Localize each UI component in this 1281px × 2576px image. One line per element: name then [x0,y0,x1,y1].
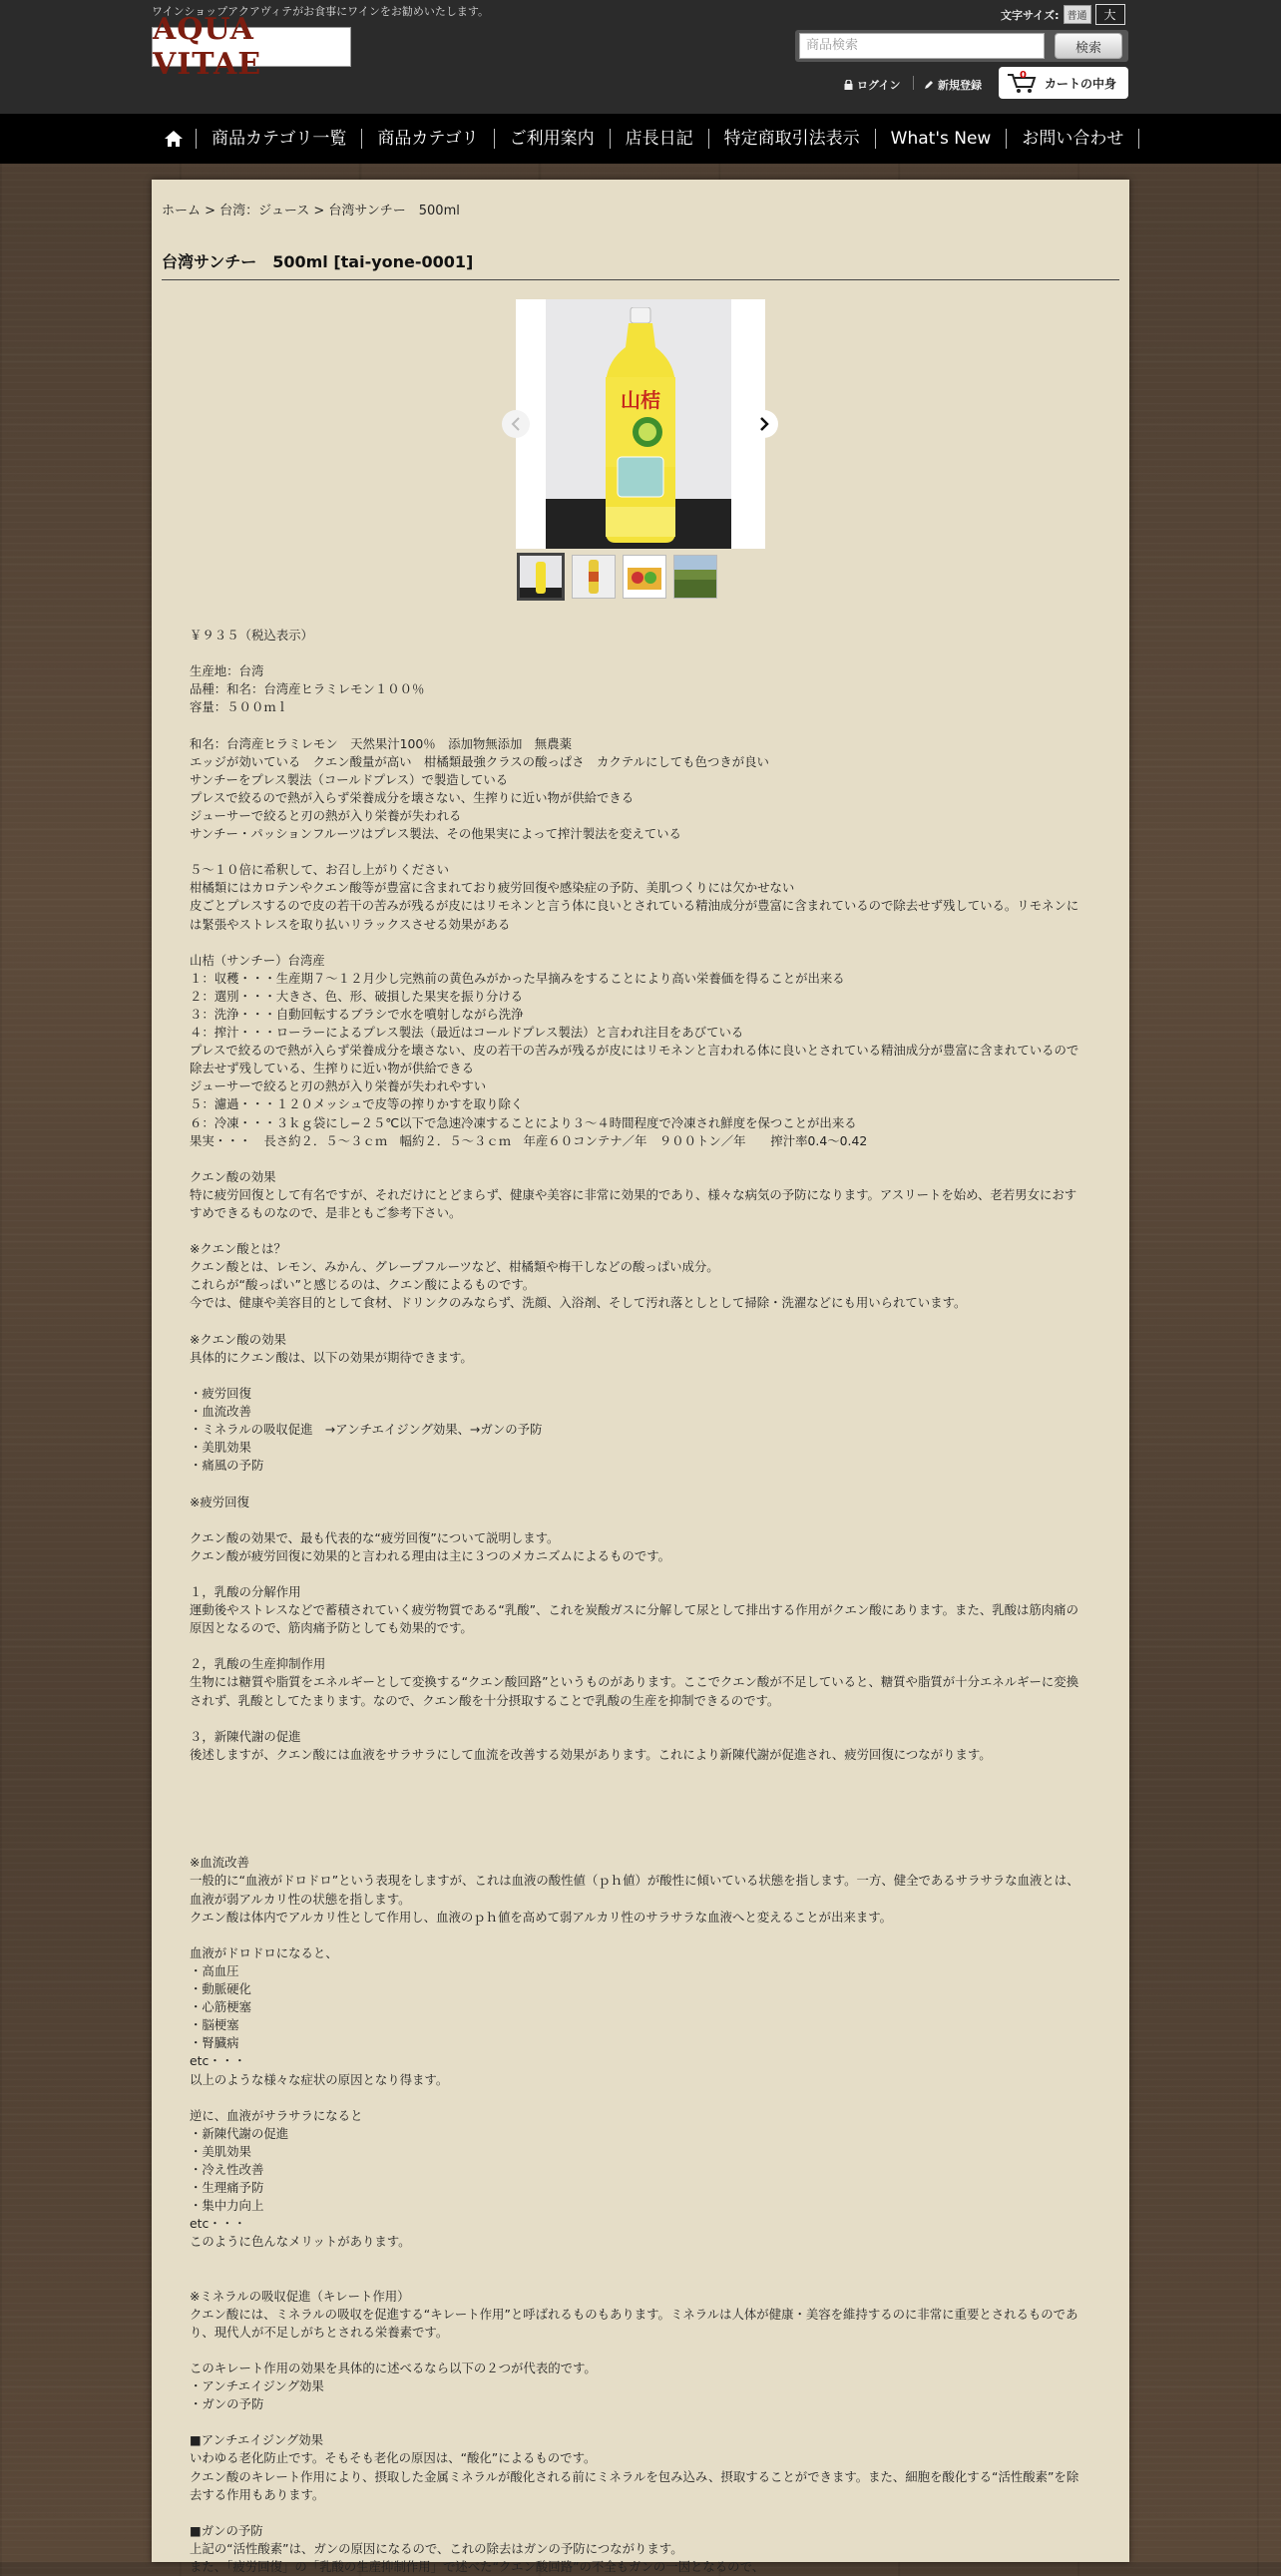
site-tagline: ワインショップアクアヴィテがお食事にワインをお勧めいたします。 [152,5,489,18]
signup-label: 新規登録 [938,79,982,92]
product-main-image[interactable] [516,299,765,549]
nav-item-guide[interactable]: ご利用案内 [495,129,611,149]
font-size-large-button[interactable]: 大 [1095,4,1125,25]
next-image-button[interactable] [750,410,778,438]
login-label: ログイン [857,79,901,92]
product-content [152,180,1129,2575]
juice-bottle-image [596,307,685,547]
search-input[interactable]: 商品検索 [799,33,1045,59]
signup-link[interactable] [924,77,982,93]
chevron-left-icon [511,417,521,431]
nav-item-whats-new[interactable]: What's New [876,129,1008,149]
nav-item-contact[interactable]: お問い合わせ [1007,129,1139,149]
product-title: 台湾サンチー 500ml [tai-yone-0001] [162,252,474,271]
nav-item-category[interactable]: 商品カテゴリ [362,129,494,149]
nav-item-diary[interactable]: 店長日記 [611,129,709,149]
font-size-switcher [1001,4,1125,25]
pencil-icon [924,80,934,90]
breadcrumb[interactable]: ホーム > 台湾：ジュース > 台湾サンチー 500ml [162,204,460,218]
cart-label: カートの中身 [1045,76,1117,91]
site-header [0,0,1281,114]
main-nav [0,114,1281,164]
font-size-normal-button[interactable]: 普通 [1064,5,1091,24]
home-icon [164,130,184,148]
thumbnail-2[interactable] [572,555,616,599]
cart-button[interactable] [999,67,1128,99]
nav-item-legal[interactable]: 特定商取引法表示 [709,129,876,149]
login-link[interactable] [844,77,900,93]
thumbnail-4[interactable] [673,555,717,599]
bottle-label-text: 山桔 [621,388,660,412]
lock-icon [844,80,853,90]
site-logo[interactable]: AQUA VITAE [152,27,351,67]
thumbnail-1[interactable] [517,553,565,601]
cart-count: 0 [1020,70,1027,81]
nav-home[interactable] [152,129,197,149]
header-divider [913,76,914,90]
font-size-label: 文字サイズ: [1001,8,1060,22]
search-box [795,30,1128,62]
prev-image-button[interactable] [502,410,530,438]
nav-item-category-list[interactable]: 商品カテゴリ一覧 [197,129,362,149]
search-button[interactable]: 検索 [1055,33,1122,59]
product-description: ￥９３５（税込表示） 生産地：台湾 品種：和名：台湾産ヒラミレモン１００％ 容量：５００ｍｌ 和名：台湾産ヒラミレモン 天然果汁100％ 添加物無添加 無農薬 エッジが効いている クエン酸量が高い 柑橘類最強クラスの酸っぱさ カクテルにしても色つきが良い サンチーをプレス製法（コールドプレス）で製造している プレスで絞るので熱が入らず栄養成分を壊さない、生搾りに近い物が供給できる ジューサーで絞ると刃の熱が入り栄養が失われる サンチー・パッションフルーツはプレス製法、その他果実によって搾汁製法を変えている ５〜１０倍に希釈して、お召し上がりください 柑橘類にはカロテンやクエン酸等が豊富に含まれており疲労回復や感染症の予防、美肌つくりには欠かせない 皮ごとプレスするので皮の若干の苦みが残るが皮にはリモネンと言う体に良いとされている精油成分が豊富に含まれているので除去せず残している。リモネンには緊張やストレスを取り払いリラックスさせる効果がある 山桔（サンチー）台湾産 １：収穫・・・生産期７〜１２月少し完熟前の黄色みがかった早摘みをすることにより高い栄養価を得ることが出来る ２：選別・・・大きさ、色、形、破損した果実を振り分ける ３：洗浄・・・自動回転するブラシで水を噴射しながら洗浄 ４：搾汁・・・ローラーによるプレス製法（最近はコールドプレス製法）と言われ注目をあびている プレスで絞るので熱が入らず栄養成分を壊さない、皮の若干の苦みが残るが皮にはリモネンと言われる体に良いとされている精油成分が豊富に含まれているので除去せず残している、生搾りに近い物が供給できる ジューサーで絞ると刃の熱が入り栄養が失われやすい ５：濾過・・・１２０メッシュで皮等の搾りかすを取り除く ６：冷凍・・・３ｋｇ袋にし−２５℃以下で急速冷凍することにより３〜４時間程度で冷凍され鮮度を保つことが出来る 果実・・・ 長さ約２．５〜３ｃｍ 幅約２．５〜３ｃｍ 年産６０コンテナ／年 ９００トン／年 搾汁率0.4〜0.42 クエン酸の効果 特に疲労回復として有名ですが、それだけにとどまらず、健康や美容に非常に効果的であり、様々な病気の予防になります。アスリートを始め、老若男女におすすめできるものなので、是非ともご参考下さい。 ※クエン酸とは？ クエン酸とは、レモン、みかん、グレープフルーツなど、柑橘類や梅干しなどの酸っぱい成分。 これらが“酸っぱい”と感じるのは、クエン酸によるものです。 今では、健康や美容目的として食材、ドリンクのみならず、洗顔、入浴剤、そして汚れ落としとして掃除・洗濯などにも用いられています。 ※クエン酸の効果 具体的にクエン酸は、以下の効果が期待できます。 ・疲労回復 ・血流改善 ・ミネラルの吸収促進 →アンチエイジング効果、→ガンの予防 ・美肌効果 ・痛風の予防 ※疲労回復 クエン酸の効果で、最も代表的な“疲労回復”について説明します。 クエン酸が疲労回復に効果的と言われる理由は主に３つのメカニズムによるものです。 １，乳酸の分解作用 運動後やストレスなどで蓄積されていく疲労物質である“乳酸”、これを炭酸ガスに分解して尿として排出する作用がクエン酸にあります。また、乳酸は筋肉痛の原因となるので、筋肉痛予防としても効果的です。 ２，乳酸の生産抑制作用 生物には糖質や脂質をエネルギーとして変換する“クエン酸回路”というものがあります。ここでクエン酸が不足していると、糖質や脂質が十分エネルギーに変換されず、乳酸としてたまります。なので、クエン酸を十分摂取することで乳酸の生産を抑制できるのです。 ３，新陳代謝の促進 後述しますが、クエン酸には血液をサラサラにして血流を改善する効果があります。これにより新陳代謝が促進され、疲労回復につながります。 ※血流改善 一般的に“血液がドロドロ”という表現をしますが、これは血液の酸性値（ｐｈ値）が酸性に傾いている状態を指します。一方、健全であるサラサラな血液とは、血液が弱アルカリ性の状態を指します。 クエン酸は体内でアルカリ性として作用し、血液のｐｈ値を高めて弱アルカリ性のサラサラな血液へと変えることが出来ます。 血液がドロドロになると、 ・高血圧 ・動脈硬化 ・心筋梗塞 ・脳梗塞 ・腎臓病 etc・・・ 以上のような様々な症状の原因となり得ます。 逆に、血液がサラサラになると ・新陳代謝の促進 ・美肌効果 ・冷え性改善 ・生理痛予防 ・集中力向上 etc・・・ このように色んなメリットがあります。 ※ミネラルの吸収促進（キレート作用） クエン酸には、ミネラルの吸収を促進する“キレート作用”と呼ばれるものもあります。ミネラルは人体が健康・美容を維持するのに非常に重要とされるものであり、現代人が不足しがちとされる栄養素です。 このキレート作用の効果を具体的に述べるなら以下の２つが代表的です。 ・アンチエイジング効果 ・ガンの予防 ■アンチエイジング効果 いわゆる老化防止です。そもそも老化の原因は、“酸化”によるものです。 クエン酸のキレート作用により、摂取した金属ミネラルが酸化される前にミネラルを包み込み、摂取することができます。また、細胞を酸化する“活性酸素”を除去する作用もあります。 ■ガンの予防 上記の“活性酸素”は、ガンの原因になるので、これの除去はガンの予防につながります。 また、「疲労回復」の「乳酸の生産抑制作用」で述べた“クエン酸回路”の不全もガンの一因となるので、 [190,628,1079,2575]
chevron-right-icon [759,417,769,431]
thumbnail-3[interactable] [623,555,666,599]
title-divider [162,279,1119,280]
thumbnail-strip [517,555,717,601]
